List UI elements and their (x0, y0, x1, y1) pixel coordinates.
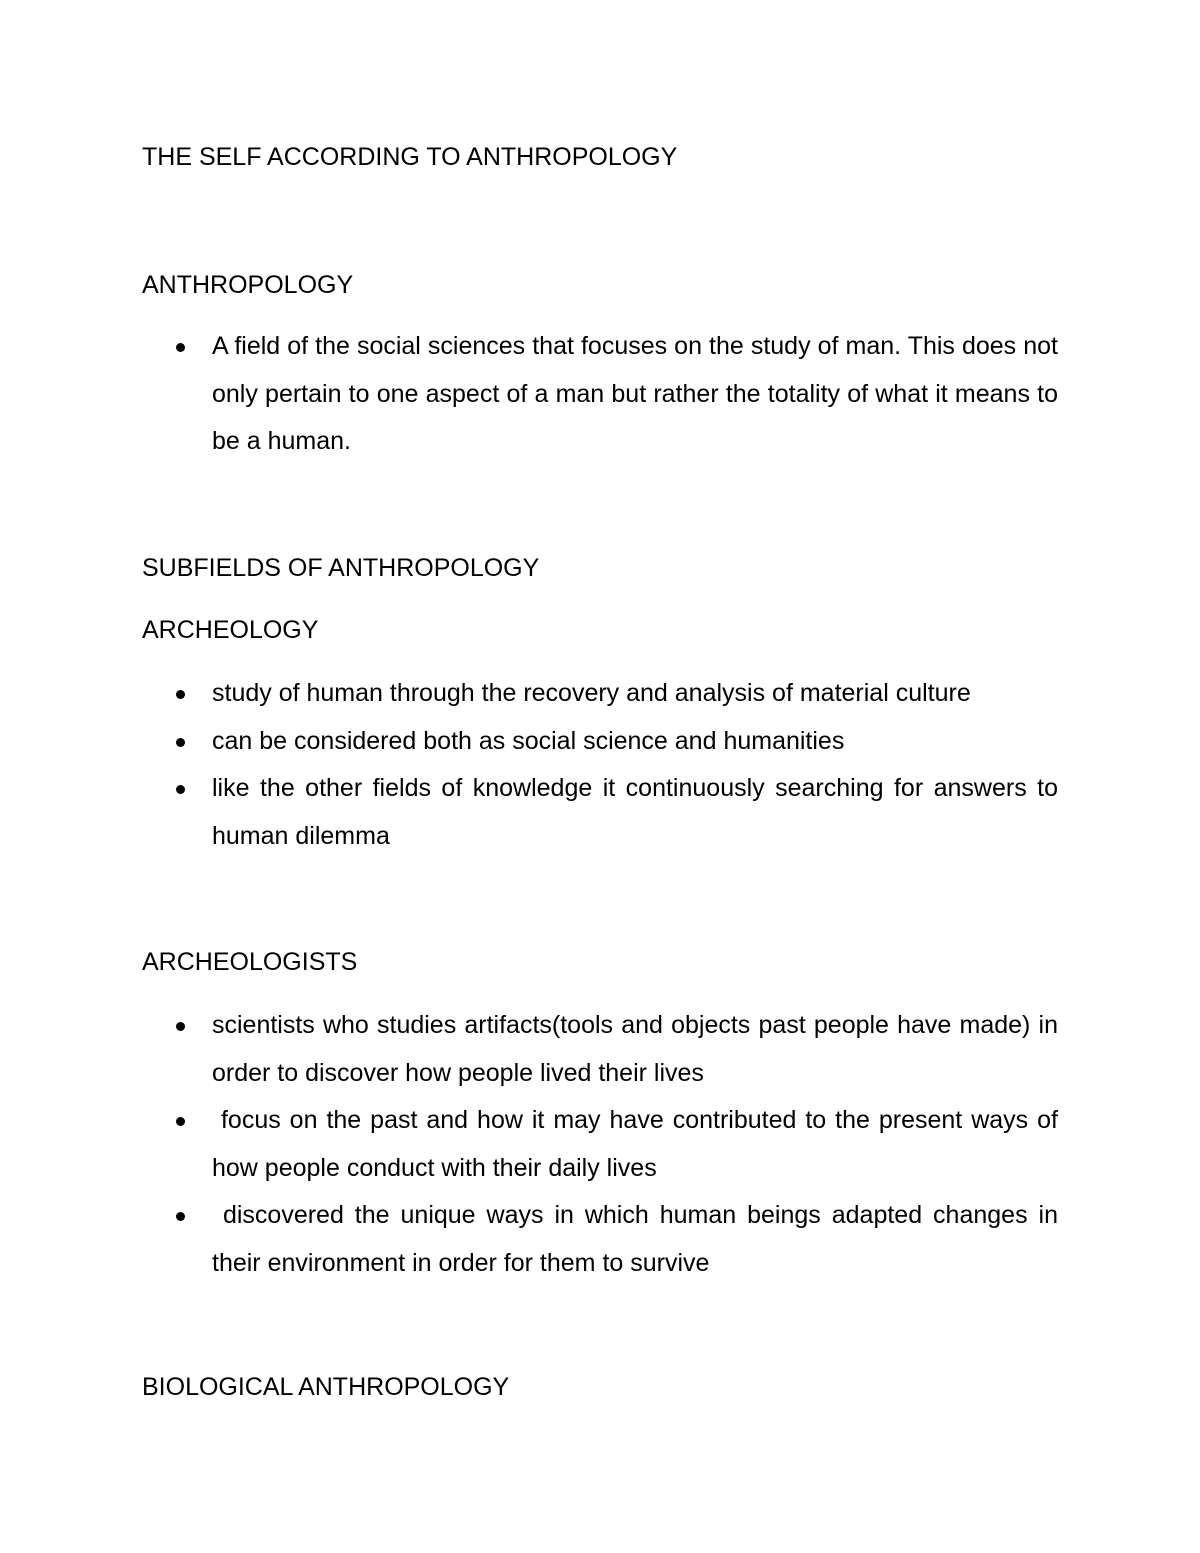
section-heading-archeologists: ARCHEOLOGISTS (142, 948, 358, 976)
list-item (142, 718, 1058, 766)
section-heading-anthropology: ANTHROPOLOGY (142, 271, 354, 299)
section-heading-biological-anthropology: BIOLOGICAL ANTHROPOLOGY (142, 1373, 510, 1401)
list-item-text: discovered the unique ways in which human beings adapted changes in their environment in order for them to survive (212, 1201, 1065, 1277)
list-item-text: A field of the social sciences that focuses on the study of man. This does not only pertain to one aspect of a man but rather the totality of what it means to be a human. (212, 332, 1058, 455)
list-item-text: scientists who studies artifacts(tools and objects past people have made) in order to discover how people lived their lives (212, 1011, 1058, 1087)
list-item (142, 1192, 1065, 1287)
section-heading-archeology: ARCHEOLOGY (142, 616, 319, 644)
bullet-icon (176, 1117, 185, 1126)
archeologists-bullet-list (142, 1002, 1065, 1287)
bullet-icon (176, 785, 185, 794)
bullet-icon (176, 343, 185, 352)
list-item-text: like the other fields of knowledge it continuously searching for answers to human dilemma (212, 774, 1058, 850)
bullet-icon (176, 1212, 185, 1221)
list-item (142, 1002, 1058, 1097)
section-heading-subfields: SUBFIELDS OF ANTHROPOLOGY (142, 554, 540, 582)
bullet-icon (176, 690, 185, 699)
list-item (142, 323, 1058, 466)
list-item-text: focus on the past and how it may have contributed to the present ways of how people conduct with their daily lives (212, 1106, 1065, 1182)
document-title: THE SELF ACCORDING TO ANTHROPOLOGY (142, 143, 678, 171)
bullet-icon (176, 738, 185, 747)
list-item (142, 1097, 1065, 1192)
list-item (142, 765, 1058, 860)
list-item (142, 670, 1058, 718)
archeology-bullet-list (142, 670, 1058, 860)
list-item-text: study of human through the recovery and analysis of material culture (212, 679, 971, 707)
list-item-text: can be considered both as social science and humanities (212, 726, 845, 755)
anthropology-bullet-list (142, 323, 1058, 466)
bullet-icon (176, 1022, 185, 1031)
